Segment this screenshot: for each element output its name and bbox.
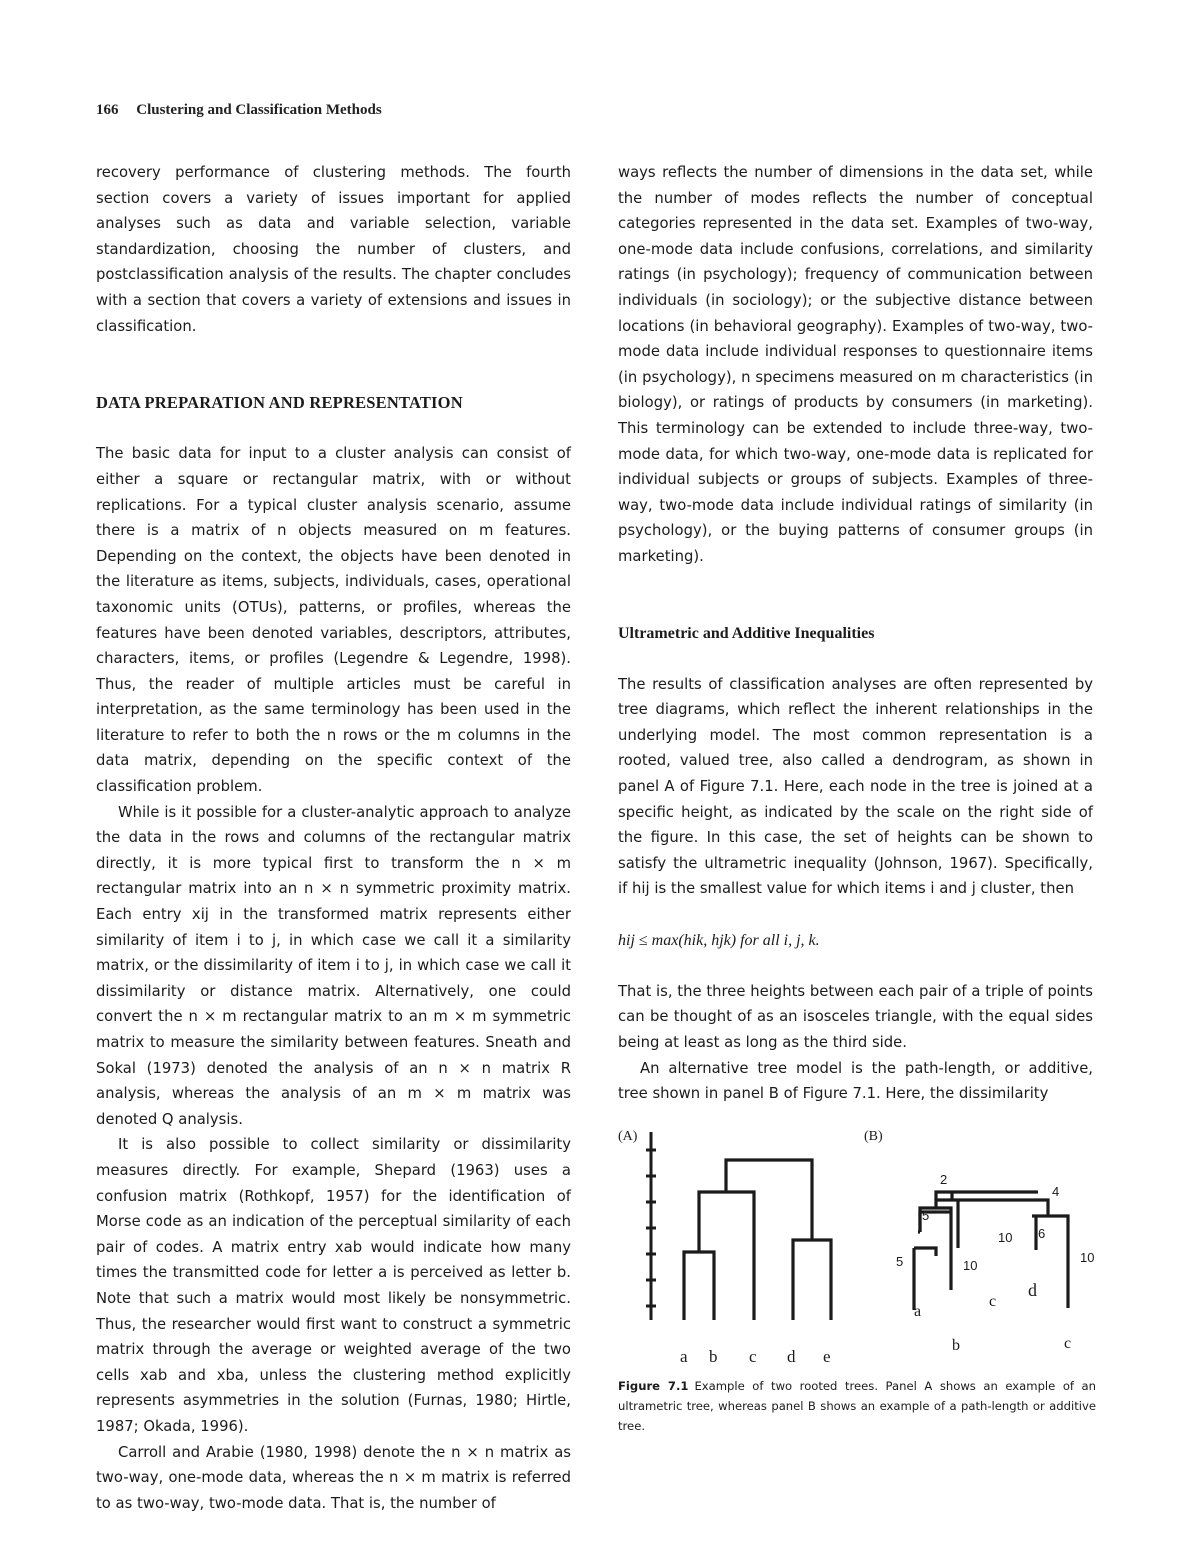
caption-label: Figure 7.1: [618, 1379, 689, 1393]
figure-caption: [618, 1376, 1096, 1436]
edge-weight: 5: [896, 1254, 904, 1269]
panel-a-leaf: c: [749, 1347, 757, 1366]
edge-weight: 4: [1052, 1184, 1060, 1199]
panel-a-label: (A): [618, 1129, 638, 1144]
edge-weight: 10: [963, 1258, 978, 1273]
edge-weight: 10: [998, 1230, 1013, 1245]
paragraph-tree-diagrams: The results of classification analyses are often represented by tree diagrams, which reflect the inherent relationships in the underlying model. The most common representation is a rooted, valued tree, also called a dendrogram, as shown in panel A of Figure 7.1. Here, each node in the tree is joined at a specific height, as indicated by the scale on the right side of the figure. In this case, the set of heights can be shown to satisfy the ultrametric inequality (Johnson, 1967). Specifically, if hij is the smallest value for which items i and j cluster, then: [618, 675, 1093, 898]
right-column: [618, 160, 1093, 1107]
panel-a-dendrogram: [684, 1160, 831, 1320]
paragraph-basic-data: The basic data for input to a cluster analysis can consist of either a square or rectangular matrix, with or without replications. For a typical cluster analysis scenario, assume there is a matrix of n objects measured on m features. Depending on the context, the objects have been denoted in the literature as items, subjects, individuals, cases, operational taxonomic units (OTUs), patterns, or profiles, whereas the features have been denoted variables, descriptors, attributes, characters, items, or profiles (Legendre & Legendre, 1998). Thus, the reader of multiple articles must be careful in interpretation, as the same terminology has been used in the literature to refer to both the n rows or the m columns in the data matrix, depending on the specific context of the classification problem.: [96, 445, 571, 796]
panel-a-leaf: d: [787, 1347, 796, 1366]
subsection-heading: Ultrametric and Additive Inequalities: [618, 624, 875, 642]
edge-weight: 2: [940, 1172, 948, 1187]
panel-a-scale: [646, 1132, 656, 1320]
paragraph-additive-tree: An alternative tree model is the path-length, or additive, tree shown in panel B of Figure 7.1. Here, the dissimilarity: [618, 1059, 1093, 1103]
paragraph-proximity-matrix: While is it possible for a cluster-analytic approach to analyze the data in the rows and columns of the rectangular matrix directly, it is more typical first to transform the n × m rectangular matrix into an n × n symmetric proximity matrix. Each entry xij in the transformed matrix represents either similarity of item i to j, in which case we call it a similarity matrix, or the dissimilarity of item i to j, in which case we call it dissimilarity or distance matrix. Alternatively, one could convert the n × m rectangular matrix to an m × m symmetric matrix to measure the similarity between features. Sneath and Sokal (1973) denoted the analysis of an n × n matrix R analysis, whereas the analysis of an m × m matrix was denoted Q analysis.: [96, 803, 571, 1128]
intro-paragraph: recovery performance of clustering methods. The fourth section covers a variety of issues important for applied analyses such as data and variable selection, variable standardization, choosing the number of clusters, and postclassification analysis of the results. The chapter concludes with a section that covers a variety of extensions and issues in classification.: [96, 164, 571, 335]
running-title: Clustering and Classification Methods: [136, 102, 382, 118]
paragraph-two-way-data: Carroll and Arabie (1980, 1998) denote the n × n matrix as two-way, one-mode data, whereas the n × m matrix is referred to as two-way, two-mode data. That is, the number of: [96, 1443, 571, 1512]
panel-b-label: (B): [864, 1129, 883, 1144]
figure-trees: [618, 1120, 1098, 1380]
panel-b-leaf: d: [1028, 1280, 1037, 1300]
panel-b-leaf: a: [914, 1303, 922, 1320]
left-column: [96, 160, 571, 1516]
edge-weight: 10: [1080, 1250, 1095, 1265]
panel-a-leaf: b: [709, 1347, 718, 1366]
ultrametric-equation: hij ≤ max(hik, hjk) for all i, j, k.: [618, 931, 820, 949]
caption-text: Example of two rooted trees. Panel A shows an example of an ultrametric tree, whereas panel B shows an example of a path-length or additive tree.: [618, 1379, 1096, 1433]
panel-a-leaf: a: [680, 1347, 688, 1366]
running-header: [96, 102, 382, 119]
paragraph-direct-similarity: It is also possible to collect similarity or dissimilarity measures directly. For example, Shepard (1963) uses a confusion matrix (Rothkopf, 1957) for the identification of Morse code as an indication of the perceptual similarity of each pair of codes. A matrix entry xab would indicate how many times the transmitted code for letter a is perceived as letter b. Note that such a matrix would most likely be nonsymmetric. Thus, the researcher would first want to construct a symmetric matrix through the average or weighted average of the two cells xab and xba, unless the clustering method explicitly represents asymmetries in the solution (Furnas, 1980; Hirtle, 1987; Okada, 1996).: [96, 1136, 571, 1435]
page-number: 166: [96, 102, 119, 118]
section-heading: DATA PREPARATION AND REPRESENTATION: [96, 393, 463, 413]
panel-b-leaf: b: [952, 1337, 960, 1354]
paragraph-ways-modes: ways reflects the number of dimensions in the data set, while the number of modes reflects the number of conceptual categories represented in the data set. Examples of two-way, one-mode data include confusions, correlations, and similarity ratings (in psychology); frequency of communication between individuals (in sociology); or the subjective distance between locations (in behavioral geography). Examples of two-way, two-mode data include individual responses to questionnaire items (in psychology), n specimens measured on m characteristics (in biology), or ratings of products by consumers (in marketing). This terminology can be extended to include three-way, two-mode data, for which two-way, one-mode data is replicated for individual subjects or groups of subjects. Examples of three-way, two-mode data include individual ratings of similarity (in psychology), or the buying patterns of consumer groups (in marketing).: [618, 164, 1093, 565]
panel-b-leaf: c: [1064, 1335, 1072, 1352]
edge-weight: 6: [1038, 1226, 1046, 1241]
panel-a-leaf: e: [823, 1347, 831, 1366]
figure-7-1: [618, 1120, 1098, 1420]
paragraph-isosceles: That is, the three heights between each pair of a triple of points can be thought of as an isosceles triangle, with the equal sides being at least as long as the third side.: [618, 982, 1093, 1051]
panel-b-leaf: c: [989, 1293, 997, 1310]
edge-weight: 5: [922, 1208, 930, 1223]
